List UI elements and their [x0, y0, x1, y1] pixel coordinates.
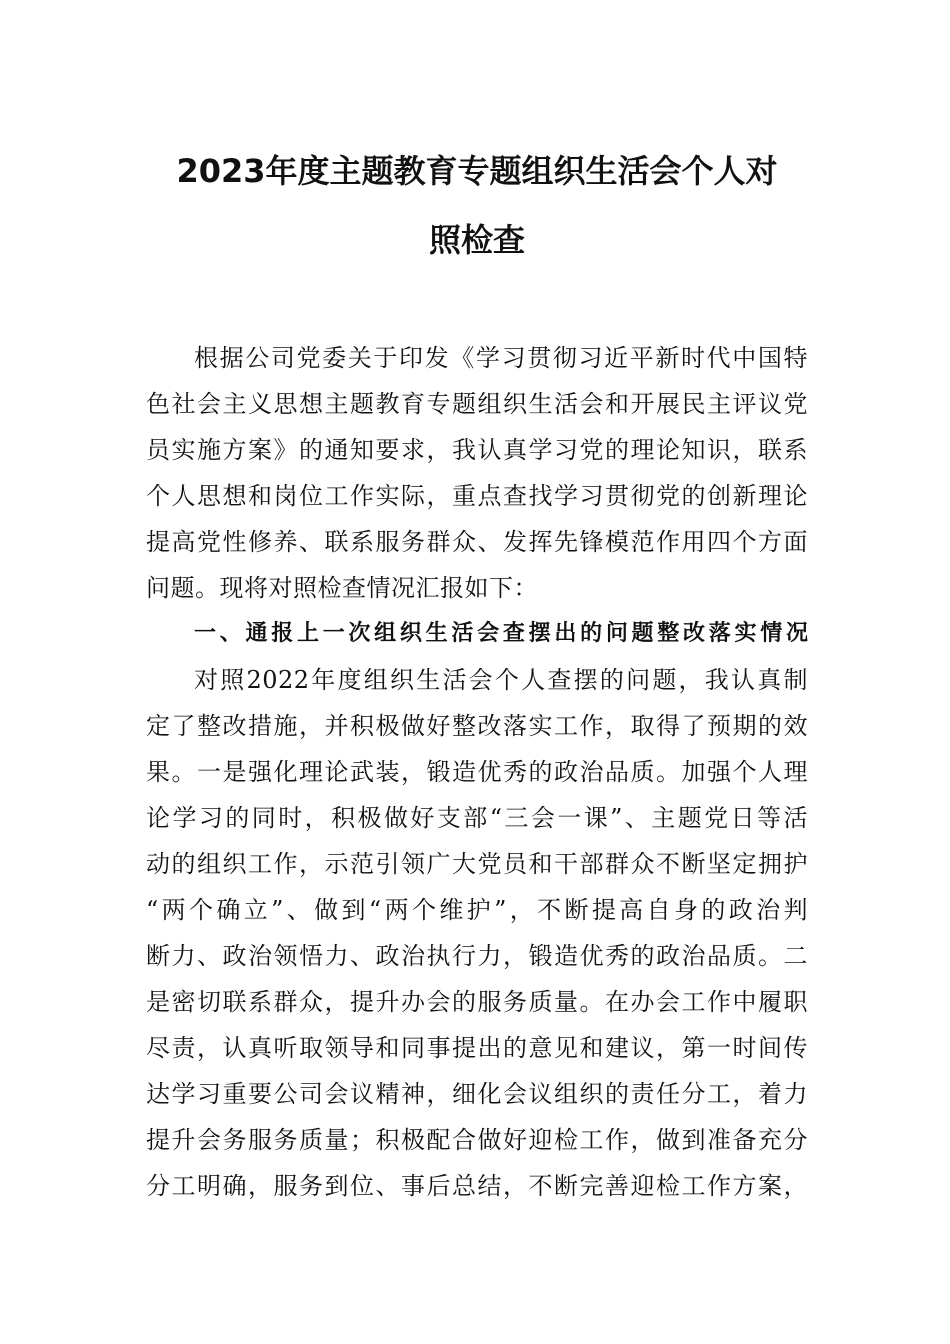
section-line-8: 是密切联系群众，提升办会的服务质量。在办会工作中履职 — [146, 988, 808, 1016]
section-line-1: 对照2022年度组织生活会个人查摆的问题，我认真制 — [194, 666, 808, 694]
section-line-3: 果。一是强化理论武装，锻造优秀的政治品质。加强个人理 — [146, 758, 808, 786]
intro-line-4: 个人思想和岗位工作实际，重点查找学习贯彻党的创新理论 — [146, 482, 808, 510]
document-title-line-2: 照检查 — [428, 221, 525, 259]
section-line-2: 定了整改措施，并积极做好整改落实工作，取得了预期的效 — [146, 712, 808, 740]
section-heading: 一、通报上一次组织生活会查摆出的问题整改落实情况 — [194, 621, 808, 646]
document-title-line-1: 2023年度主题教育专题组织生活会个人对 — [176, 152, 778, 190]
section-line-5: 动的组织工作，示范引领广大党员和干部群众不断坚定拥护 — [146, 850, 808, 878]
section-line-6: “两个确立”、做到“两个维护”，不断提高自身的政治判 — [146, 896, 808, 924]
section-line-7: 断力、政治领悟力、政治执行力，锻造优秀的政治品质。二 — [146, 942, 808, 970]
intro-line-6: 问题。现将对照检查情况汇报如下： — [146, 574, 538, 602]
section-line-12: 分工明确，服务到位、事后总结，不断完善迎检工作方案， — [146, 1172, 808, 1200]
intro-line-2: 色社会主义思想主题教育专题组织生活会和开展民主评议党 — [146, 390, 808, 418]
intro-line-5: 提高党性修养、联系服务群众、发挥先锋模范作用四个方面 — [146, 528, 808, 556]
intro-line-1: 根据公司党委关于印发《学习贯彻习近平新时代中国特 — [194, 344, 808, 372]
section-line-11: 提升会务服务质量；积极配合做好迎检工作，做到准备充分 — [146, 1126, 808, 1154]
section-line-10: 达学习重要公司会议精神，细化会议组织的责任分工，着力 — [146, 1080, 808, 1108]
section-line-4: 论学习的同时，积极做好支部“三会一课”、主题党日等活 — [146, 804, 808, 832]
section-line-9: 尽责，认真听取领导和同事提出的意见和建议，第一时间传 — [146, 1034, 808, 1062]
intro-line-3: 员实施方案》的通知要求，我认真学习党的理论知识，联系 — [146, 436, 808, 464]
